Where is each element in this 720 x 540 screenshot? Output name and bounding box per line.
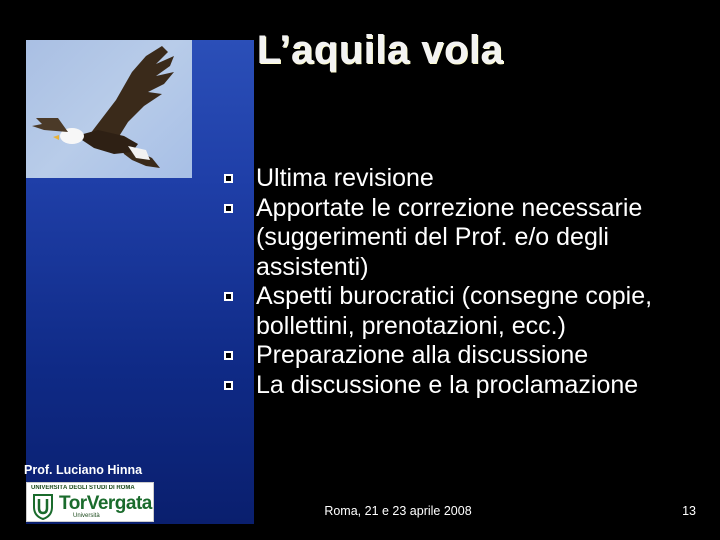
page-number: 13 [682, 504, 696, 518]
bullet-text: Preparazione alla discussione [256, 341, 589, 369]
author-name: Prof. Luciano Hinna [24, 463, 143, 477]
footer-date: Roma, 21 e 23 aprile 2008 [324, 504, 472, 518]
eagle-image [28, 42, 190, 176]
logo-subline: Università [73, 513, 100, 519]
university-logo [26, 482, 154, 522]
logo-university-line: UNIVERSITÀ DEGLI STUDI DI ROMA [31, 485, 135, 491]
square-bullet-icon [224, 351, 233, 360]
logo-name: TorVergata [59, 493, 152, 514]
square-bullet-icon [224, 174, 233, 183]
bullet-text: Ultima revisione [256, 164, 434, 192]
bullet-item [224, 371, 704, 401]
logo-emblem-icon [31, 493, 55, 520]
bullet-text: Apportate le correzione necessarie (suggerimenti del Prof. e/o degli assistenti) [256, 193, 643, 281]
bullet-item [224, 282, 704, 341]
bullet-text: La discussione e la proclamazione [256, 370, 639, 399]
square-bullet-icon [224, 381, 233, 390]
bullet-item [224, 341, 704, 371]
square-bullet-icon [224, 292, 233, 301]
bullet-item [224, 194, 704, 283]
bullet-item [224, 164, 704, 194]
bullet-list [224, 164, 704, 400]
square-bullet-icon [224, 204, 233, 213]
slide-title: L’aquila vola [256, 28, 504, 72]
bullet-text: Aspetti burocratici (consegne copie, bollettini, prenotazioni, ecc.) [256, 282, 653, 340]
